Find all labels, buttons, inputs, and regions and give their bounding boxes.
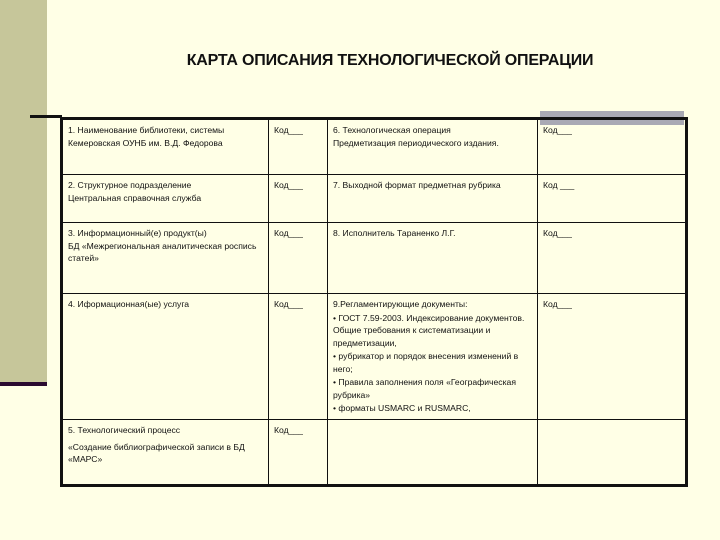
cell-line: 2. Структурное подразделение <box>68 180 192 190</box>
cell-line: Предметизация периодического издания. <box>333 137 499 148</box>
field-name-cell <box>328 119 538 175</box>
cell-line: Кемеровская ОУНБ им. В.Д. Федорова <box>68 137 223 148</box>
cell-line: 5. Технологический процесс <box>68 425 181 435</box>
field-name-cell <box>328 294 538 420</box>
cell-line: 3. Информационный(е) продукт(ы) <box>68 228 207 238</box>
sidebar-accent-bar <box>0 382 47 386</box>
field-name-cell <box>62 294 269 420</box>
cell-line: 1. Наименование библиотеки, системы <box>68 125 225 135</box>
code-cell: Код___ <box>269 420 328 486</box>
cell-line: БД «Межрегиональная аналитическая роспись статей» <box>68 240 257 263</box>
code-cell: Код___ <box>269 175 328 223</box>
table-row <box>62 420 687 486</box>
field-name-cell <box>62 420 269 486</box>
cell-line: • форматы USMARC и RUSMARC, <box>333 403 471 413</box>
code-cell: Код___ <box>538 223 687 294</box>
code-cell: Код___ <box>538 119 687 175</box>
table-row <box>62 175 687 223</box>
code-cell: Код___ <box>269 294 328 420</box>
cell-line: • рубрикатор и порядок внесения изменений в него; <box>333 351 519 374</box>
field-name-cell <box>328 223 538 294</box>
sidebar-strip <box>0 0 47 382</box>
operation-card-table <box>60 117 688 487</box>
cell-line: 9.Регламентирующие документы: <box>333 299 468 309</box>
cell-line: Центральная справочная служба <box>68 192 202 203</box>
cell-line: 7. Выходной формат предметная рубрика <box>333 180 501 190</box>
table-row <box>62 223 687 294</box>
page-title: КАРТА ОПИСАНИЯ ТЕХНОЛОГИЧЕСКОЙ ОПЕРАЦИИ <box>186 52 594 69</box>
cell-line: 4. Иформационная(ые) услуга <box>68 299 190 309</box>
cell-line: «Создание библиографической записи в БД «МАРС» <box>68 441 245 464</box>
cell-line: • ГОСТ 7.59-2003. Индексирование документов. Общие требования к систематизации и предметизации, <box>333 312 525 348</box>
field-name-cell <box>328 175 538 223</box>
code-cell: Код ___ <box>538 175 687 223</box>
title-underline <box>30 115 62 118</box>
cell-line: 8. Исполнитель Тараненко Л.Г. <box>333 228 456 238</box>
field-name-cell <box>62 119 269 175</box>
field-name-cell <box>62 223 269 294</box>
table-row <box>62 119 687 175</box>
table-row <box>62 294 687 420</box>
code-cell: Код___ <box>269 119 328 175</box>
cell-line: • Правила заполнения поля «Географическая рубрика» <box>333 377 516 400</box>
field-name-cell <box>328 420 538 486</box>
cell-line: 6. Технологическая операция <box>333 125 451 135</box>
code-cell <box>538 420 687 486</box>
field-name-cell <box>62 175 269 223</box>
code-cell: Код___ <box>538 294 687 420</box>
code-cell: Код___ <box>269 223 328 294</box>
